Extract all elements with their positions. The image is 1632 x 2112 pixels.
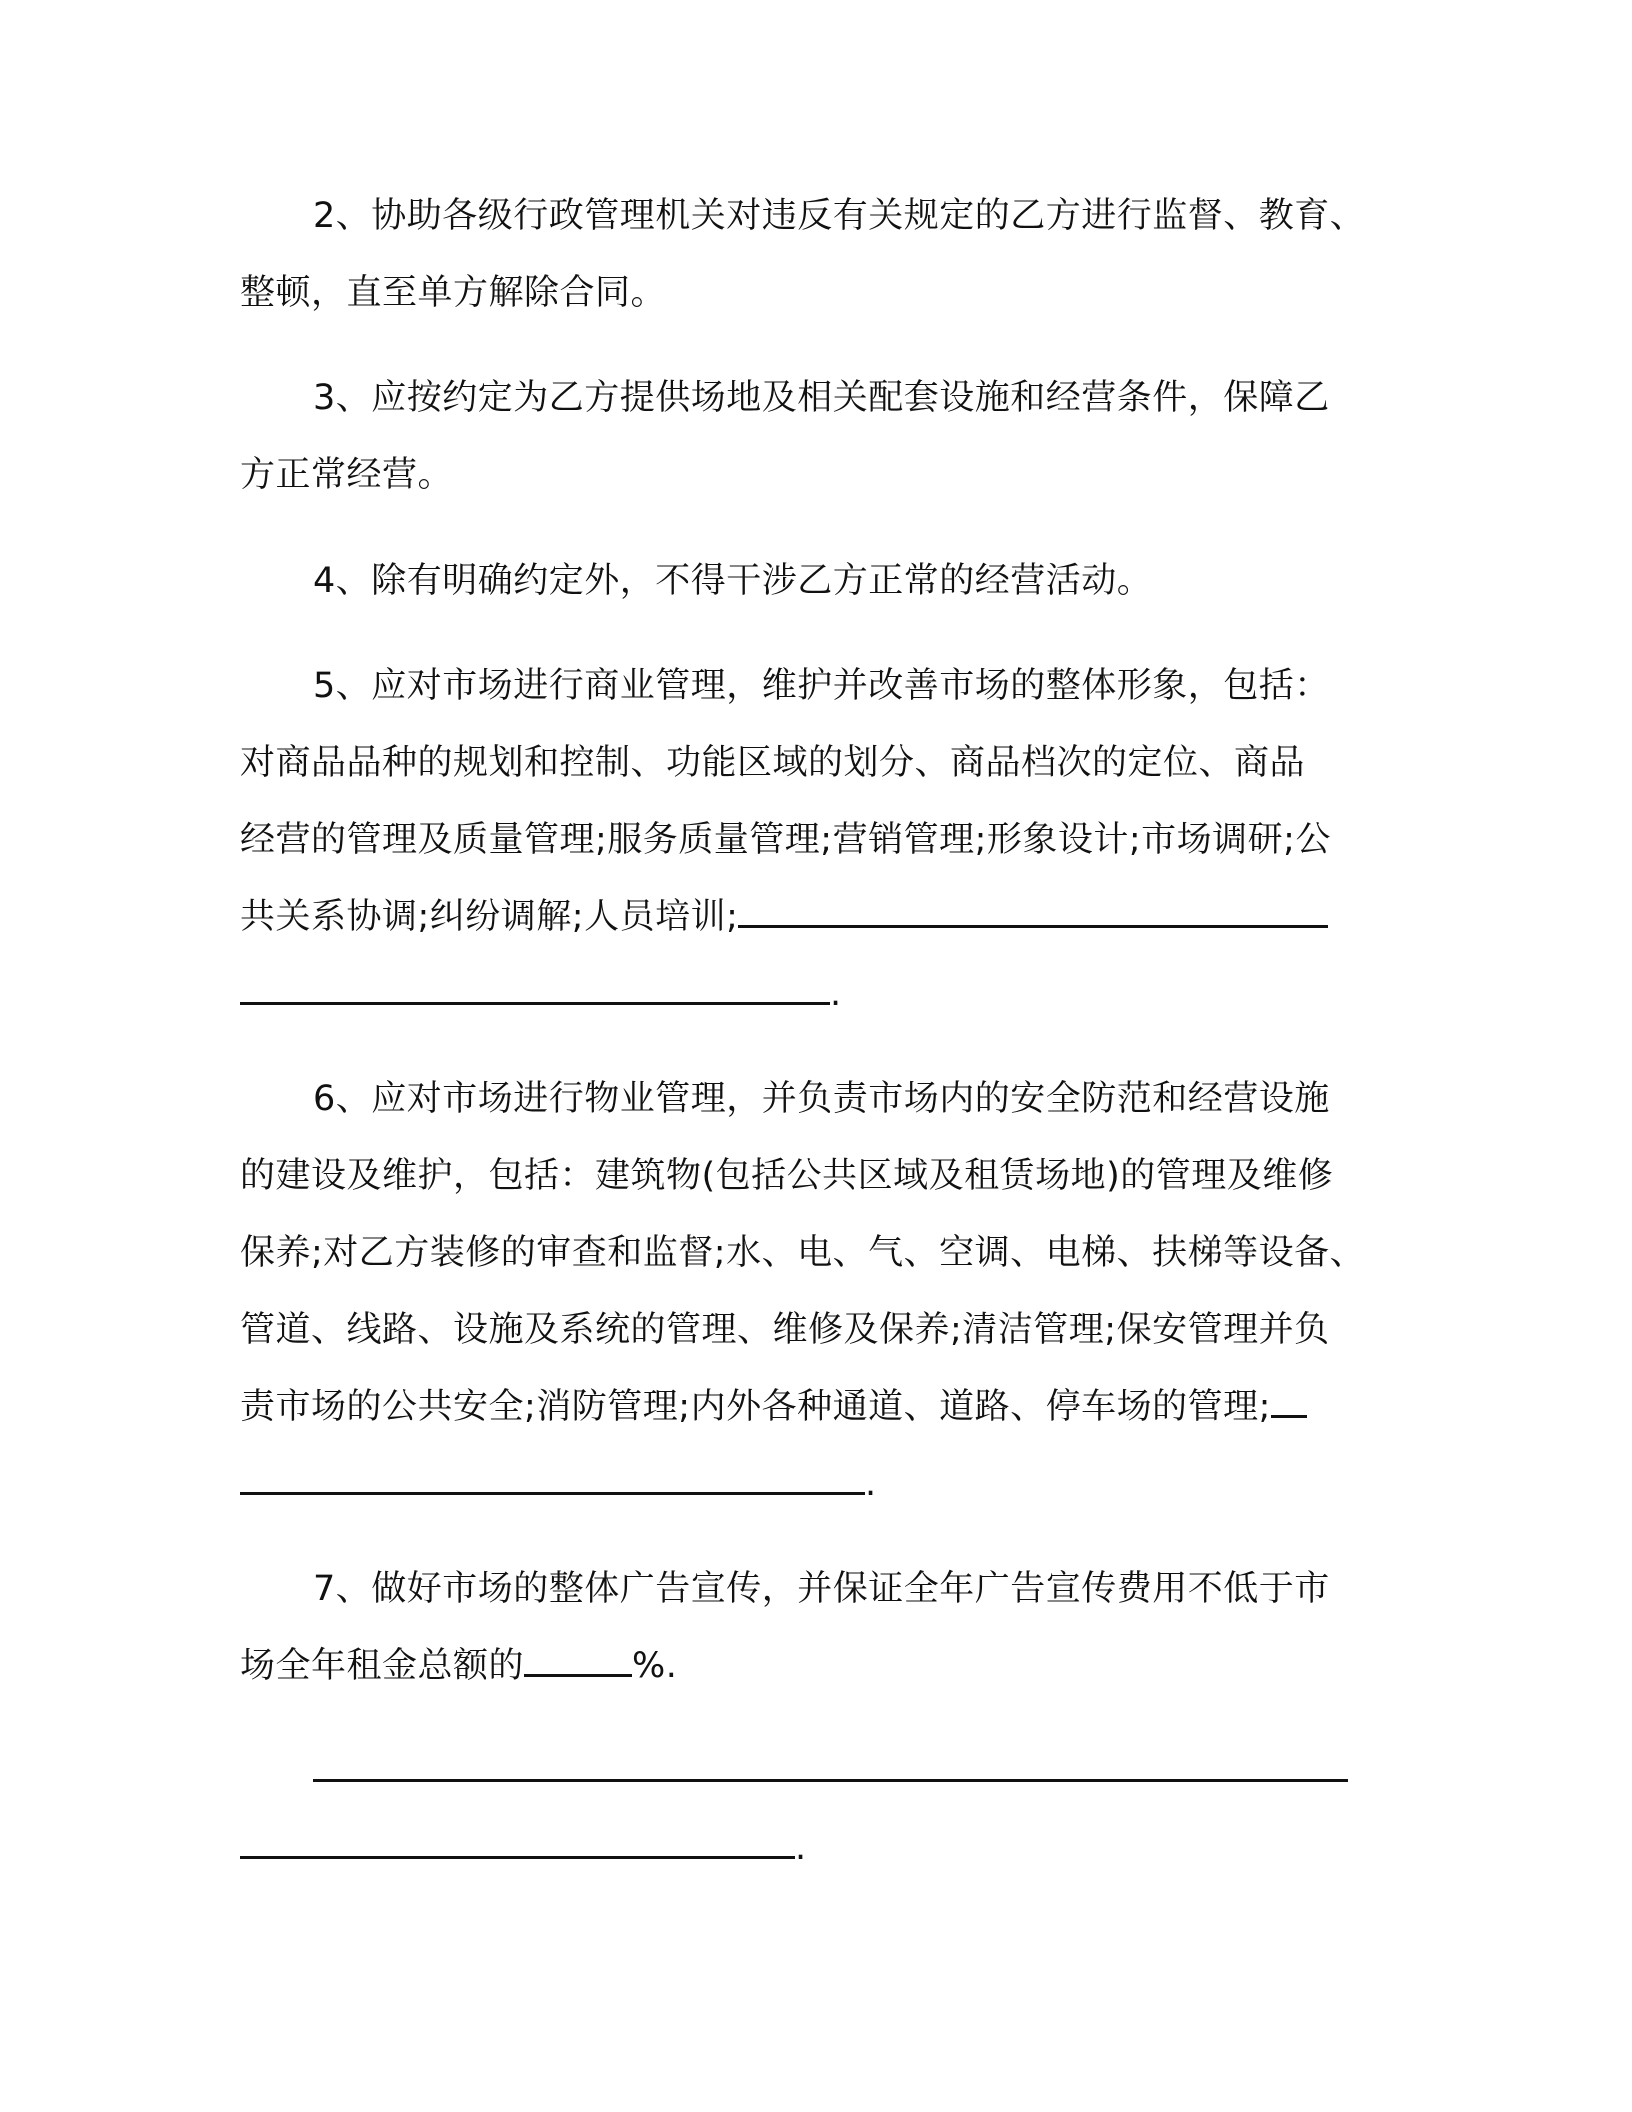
item-6-line-1: 6、应对市场进行物业管理，并负责市场内的安全防范和经营设施 [313, 1079, 1330, 1119]
item-3-line-2: 方正常经营。 [240, 455, 454, 495]
item-7-line-2 [240, 1642, 1400, 1690]
fill-in-blank[interactable] [240, 972, 830, 1005]
item-7-line-2-text: 场全年租金总额的 [240, 1646, 525, 1686]
item-6-line-3: 保养;对乙方装修的审查和监督;水、电、气、空调、电梯、扶梯等设备、 [240, 1233, 1366, 1273]
item-5-line-2: 对商品品种的规划和控制、功能区域的划分、商品档次的定位、商品 [240, 743, 1306, 783]
item-7-line-2-suffix: %. [632, 1646, 678, 1686]
item-5-line-5-period: . [830, 974, 842, 1014]
item-5-line-1: 5、应对市场进行商业管理，维护并改善市场的整体形象，包括： [313, 666, 1330, 706]
fill-in-blank[interactable] [240, 1462, 865, 1495]
fill-in-blank[interactable] [313, 1749, 1348, 1782]
fill-in-blank[interactable] [240, 1826, 795, 1859]
item-5-line-5 [240, 970, 1400, 1018]
item-6-line-2: 的建设及维护，包括：建筑物(包括公共区域及租赁场地)的管理及维修 [240, 1156, 1334, 1196]
item-5-line-3: 经营的管理及质量管理;服务质量管理;营销管理;形象设计;市场调研;公 [240, 820, 1331, 860]
fill-in-blank[interactable] [1271, 1385, 1307, 1418]
item-6-line-5-text: 责市场的公共安全;消防管理;内外各种通道、道路、停车场的管理; [240, 1387, 1271, 1427]
item-6-line-6-period: . [865, 1464, 877, 1504]
item-6-line-4: 管道、线路、设施及系统的管理、维修及保养;清洁管理;保安管理并负 [240, 1310, 1330, 1350]
percentage-blank[interactable] [524, 1644, 632, 1677]
item-6-line-5 [240, 1383, 1400, 1431]
item-5-line-4-text: 共关系协调;纠纷调解;人员培训; [240, 897, 739, 937]
item-2-line-2: 整顿，直至单方解除合同。 [240, 273, 667, 313]
item-7-line-1: 7、做好市场的整体广告宣传，并保证全年广告宣传费用不低于市 [313, 1569, 1330, 1609]
item-3-line-1: 3、应按约定为乙方提供场地及相关配套设施和经营条件，保障乙 [313, 378, 1330, 418]
fill-in-blank[interactable] [738, 895, 1328, 928]
item-8-line-2-period: . [795, 1828, 807, 1868]
item-2-line-1: 2、协助各级行政管理机关对违反有关规定的乙方进行监督、教育、 [313, 196, 1366, 236]
item-5-line-4 [240, 893, 1400, 941]
item-8-line-1 [313, 1747, 1473, 1795]
item-4-line-1: 4、除有明确约定外，不得干涉乙方正常的经营活动。 [313, 561, 1153, 601]
item-8-line-2 [240, 1824, 1400, 1872]
item-6-line-6 [240, 1460, 1400, 1508]
